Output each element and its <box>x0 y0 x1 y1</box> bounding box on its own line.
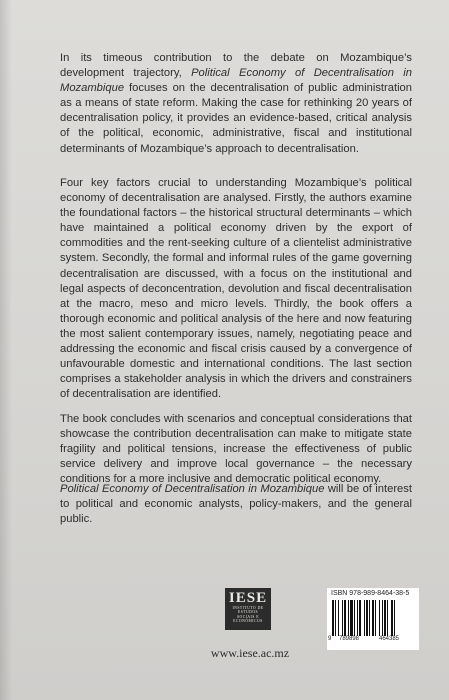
barcode-bar <box>366 600 368 636</box>
logo-line-3: SOCIAIS E <box>236 614 260 619</box>
logo-line-2: ESTUDOS <box>237 610 259 615</box>
p1-book-title: Political Economy of Decentralisation in Mozambique <box>60 67 413 95</box>
p3-text: The book concludes with scenarios and conceptual considerations that showcase the contribution decentralisation can make to mitigate state fragility and political tensions, increase the effectiveness of public service delivery and improve local governance – the necessary conditions for a more inclusive and democratic political economy. <box>60 413 412 486</box>
barcode-bar <box>359 600 361 636</box>
barcode-bar <box>369 600 370 636</box>
publisher-logo <box>225 588 271 630</box>
description-paragraph-3 <box>60 412 412 487</box>
description-paragraph-2 <box>60 176 412 402</box>
logo-line-4: ECONÓMICOS <box>233 619 263 624</box>
barcode-bar <box>357 600 358 636</box>
barcode-bar <box>372 600 374 636</box>
p4-book-title: Political Economy of Decentralisation in Mozambique <box>60 483 325 495</box>
barcode-bar <box>364 600 365 636</box>
isbn-number: ISBN 978-989-8464-38-5 <box>331 590 410 597</box>
barcode-bar <box>384 600 386 636</box>
description-paragraph-4 <box>60 482 412 527</box>
barcode-bar <box>348 600 349 636</box>
barcode-bar <box>394 600 395 636</box>
p1-prefix: In its timeous contribution to the debate on Mozambique’s development trajectory, <box>60 52 412 80</box>
p1-suffix: focuses on the decentralisation of public administration as a means of state reform. Making the case for rethinking 20 years of decentralisation policy, it provides an evidence-based, critical analysis of the political, economic, administrative, fiscal and institutional determinants of Mozambique’s approach to decentralisation. <box>60 82 412 155</box>
barcode-bar <box>379 600 380 636</box>
barcode-digits-right: 464385 <box>379 636 400 642</box>
isbn-barcode <box>327 588 419 650</box>
spine-shadow <box>0 0 12 700</box>
barcode-bar <box>375 600 376 636</box>
barcode-digits-left: 789898 <box>339 636 360 642</box>
logo-line-1: INSTITUTO DE <box>232 606 264 610</box>
description-paragraph-1 <box>60 51 412 157</box>
barcode-bar <box>350 600 353 636</box>
barcode-bars <box>332 600 414 636</box>
barcode-bar <box>387 600 388 636</box>
p2-text: Four key factors crucial to understanding Mozambique’s political economy of decentralisation are analysed. Firstly, the authors examine the foundational factors – the historical structural determinants – which have maintained a political economy driven by the export of commodities and the rent-seeking culture of a clientelist administrative system. Secondly, the formal and informal rules of the game governing decentralisation are discussed, with a focus on the institutional and legal aspects of deconcentration, devolution and fiscal decentralisation at the macro, meso and micro levels. Thirdly, the book offers a thorough economic and political analysis of the here and now featuring the most salient contemporary issues, namely, negotiating peace and addressing the economic and fiscal crisis caused by a convergence of unfavourable domestic and international conditions. The last section comprises a stakeholder analysis in which the drivers and constrainers of decentralisation are identified. <box>60 177 412 401</box>
barcode-bar <box>338 600 339 636</box>
barcode-bar <box>382 600 383 636</box>
barcode-bar <box>344 600 346 636</box>
barcode-digit-lead: 9 <box>328 636 332 642</box>
publisher-url: www.iese.ac.mz <box>210 646 290 660</box>
logo-wordmark: IESE <box>228 590 268 606</box>
barcode-bar <box>342 600 343 636</box>
barcode-bar <box>391 600 393 636</box>
p4-suffix: will be of interest to political and economic analysts, policy-makers, and the general public. <box>60 483 412 526</box>
barcode-bar <box>332 600 334 636</box>
barcode-bar <box>335 600 336 636</box>
barcode-bar <box>354 600 355 636</box>
